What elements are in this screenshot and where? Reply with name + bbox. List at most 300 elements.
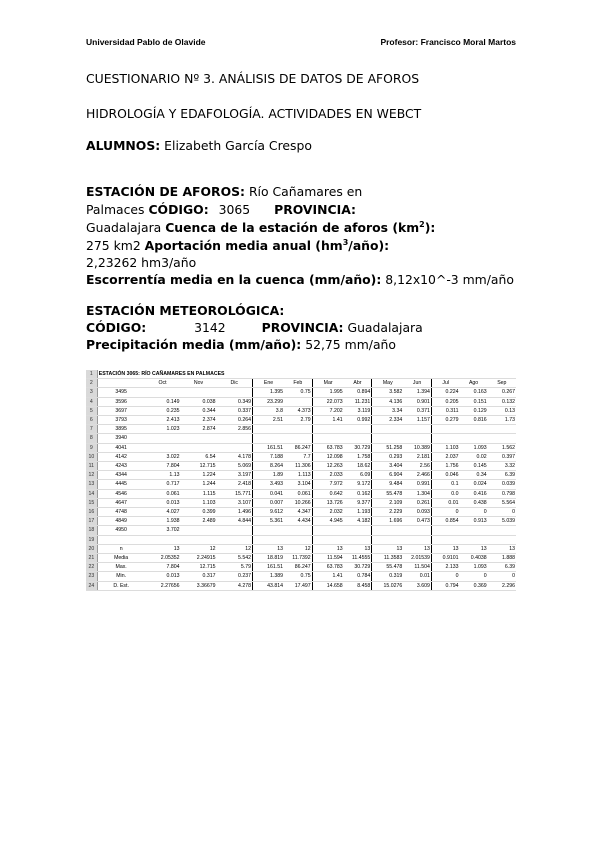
table-cell: 13.726 bbox=[312, 498, 344, 507]
flow-data-table bbox=[86, 370, 516, 591]
table-cell bbox=[344, 425, 372, 434]
table-cell bbox=[253, 434, 285, 443]
table-cell bbox=[145, 535, 181, 544]
table-cell: 13 bbox=[344, 544, 372, 553]
table-cell: 1.113 bbox=[284, 471, 312, 480]
table-cell: 3.119 bbox=[344, 406, 372, 415]
table-row bbox=[86, 480, 516, 489]
university-name: Universidad Pablo de Olavide bbox=[86, 37, 206, 47]
table-cell bbox=[460, 425, 488, 434]
gauging-station-label: ESTACIÓN DE AFOROS: bbox=[86, 184, 245, 199]
row-number: 19 bbox=[86, 535, 97, 544]
table-cell bbox=[181, 535, 217, 544]
table-cell: 5.79 bbox=[217, 563, 253, 572]
table-cell: 0.261 bbox=[403, 498, 431, 507]
row-label: 3793 bbox=[97, 416, 144, 425]
table-cell: 0.991 bbox=[403, 480, 431, 489]
row-number: 17 bbox=[86, 517, 97, 526]
table-cell: 0.717 bbox=[145, 480, 181, 489]
gauging-station-value-1: Río Cañamares en bbox=[248, 184, 363, 199]
table-cell bbox=[217, 526, 253, 535]
table-cell: 1.224 bbox=[181, 471, 217, 480]
table-cell: 0.041 bbox=[253, 489, 285, 498]
table-cell: 5.542 bbox=[217, 554, 253, 563]
table-cell bbox=[217, 388, 253, 397]
table-cell: 43.814 bbox=[253, 581, 285, 590]
table-cell: 0.093 bbox=[403, 508, 431, 517]
table-cell bbox=[460, 526, 488, 535]
table-cell: 2.874 bbox=[181, 425, 217, 434]
table-cell: 4.347 bbox=[284, 508, 312, 517]
column-header bbox=[97, 379, 144, 388]
row-label bbox=[97, 535, 144, 544]
table-cell: 0.894 bbox=[344, 388, 372, 397]
table-cell: 4.434 bbox=[284, 517, 312, 526]
column-header: Feb bbox=[284, 379, 312, 388]
table-cell: 23.299 bbox=[253, 397, 285, 406]
row-number: 15 bbox=[86, 498, 97, 507]
gauging-province-value: Guadalajara bbox=[86, 220, 162, 235]
table-cell: 30.729 bbox=[344, 443, 372, 452]
table-cell: 7.804 bbox=[145, 462, 181, 471]
table-cell bbox=[181, 526, 217, 535]
table-cell: 2.466 bbox=[403, 471, 431, 480]
table-cell: 1.938 bbox=[145, 517, 181, 526]
row-number: 18 bbox=[86, 526, 97, 535]
runoff-value: 8,12x10^-3 mm/año bbox=[385, 272, 514, 287]
row-label: 4647 bbox=[97, 498, 144, 507]
table-cell: 0.024 bbox=[460, 480, 488, 489]
table-cell: 17.497 bbox=[284, 581, 312, 590]
table-cell bbox=[284, 425, 312, 434]
column-header: May bbox=[372, 379, 404, 388]
table-cell: 0.264 bbox=[217, 416, 253, 425]
table-cell: 4.945 bbox=[312, 517, 344, 526]
table-cell: 0.224 bbox=[431, 388, 459, 397]
table-cell: 5.069 bbox=[217, 462, 253, 471]
weather-province-label: PROVINCIA: bbox=[261, 320, 344, 335]
table-cell: 1.562 bbox=[488, 443, 516, 452]
table-cell: 0.854 bbox=[431, 517, 459, 526]
row-number: 3 bbox=[86, 388, 97, 397]
table-cell: 1.41 bbox=[312, 416, 344, 425]
table-row bbox=[86, 563, 516, 572]
table-cell: 7.202 bbox=[312, 406, 344, 415]
row-number: 6 bbox=[86, 416, 97, 425]
table-cell: 55.478 bbox=[372, 489, 404, 498]
table-cell: 0.039 bbox=[488, 480, 516, 489]
table-cell: 13 bbox=[488, 544, 516, 553]
table-row bbox=[86, 397, 516, 406]
table-row bbox=[86, 581, 516, 590]
table-cell: 1.89 bbox=[253, 471, 285, 480]
table-row bbox=[86, 434, 516, 443]
table-cell bbox=[344, 434, 372, 443]
table-cell: 11.231 bbox=[344, 397, 372, 406]
row-label: Media bbox=[97, 554, 144, 563]
table-cell: 2.032 bbox=[312, 508, 344, 517]
table-cell: 2.79 bbox=[284, 416, 312, 425]
table-cell: 4.278 bbox=[217, 581, 253, 590]
basin-label: Cuenca de la estación de aforos $(km^2)$: bbox=[165, 219, 436, 235]
table-cell: 12.098 bbox=[312, 452, 344, 461]
table-cell: 0.4038 bbox=[460, 554, 488, 563]
students-label: ALUMNOS: bbox=[86, 138, 161, 153]
table-cell: 1.41 bbox=[312, 572, 344, 581]
table-cell: 7.7 bbox=[284, 452, 312, 461]
column-header: Sep bbox=[488, 379, 516, 388]
table-cell: 11.7392 bbox=[284, 554, 312, 563]
basin-value: 275 km2 bbox=[86, 238, 141, 253]
table-cell bbox=[460, 535, 488, 544]
table-cell: 0.416 bbox=[460, 489, 488, 498]
table-cell: 7.972 bbox=[312, 480, 344, 489]
table-row bbox=[86, 498, 516, 507]
table-cell bbox=[403, 434, 431, 443]
table-row bbox=[86, 462, 516, 471]
table-cell bbox=[312, 425, 344, 434]
table-cell: 86.247 bbox=[284, 563, 312, 572]
table-cell: 2.01539 bbox=[403, 554, 431, 563]
table-cell: 5.361 bbox=[253, 517, 285, 526]
table-cell: 1.13 bbox=[145, 471, 181, 480]
table-cell bbox=[372, 425, 404, 434]
table-cell: 0.34 bbox=[460, 471, 488, 480]
row-label: 4546 bbox=[97, 489, 144, 498]
table-cell: 0.371 bbox=[403, 406, 431, 415]
table-cell: 9.612 bbox=[253, 508, 285, 517]
table-cell bbox=[217, 443, 253, 452]
row-label: n bbox=[97, 544, 144, 553]
table-cell: 3.022 bbox=[145, 452, 181, 461]
table-cell: 18.62 bbox=[344, 462, 372, 471]
table-cell: 5.564 bbox=[488, 498, 516, 507]
table-cell bbox=[372, 535, 404, 544]
table-cell bbox=[488, 526, 516, 535]
table-cell: 0.293 bbox=[372, 452, 404, 461]
runoff-line bbox=[86, 272, 514, 287]
table-cell: 0.913 bbox=[460, 517, 488, 526]
table-cell: 3.104 bbox=[284, 480, 312, 489]
weather-station-label: ESTACIÓN METEOROLÓGICA: bbox=[86, 303, 285, 318]
table-cell: 8.458 bbox=[344, 581, 372, 590]
table-cell: 0.901 bbox=[403, 397, 431, 406]
table-cell bbox=[253, 526, 285, 535]
table-cell: 1.103 bbox=[431, 443, 459, 452]
table-cell bbox=[284, 526, 312, 535]
contribution-label: Aportación media anual $(hm^3/año)$: bbox=[144, 237, 390, 253]
table-cell: 2.133 bbox=[431, 563, 459, 572]
table-cell: 15.771 bbox=[217, 489, 253, 498]
table-cell bbox=[403, 526, 431, 535]
table-cell: 6.09 bbox=[344, 471, 372, 480]
table-cell: 0.162 bbox=[344, 489, 372, 498]
table-cell: 0.344 bbox=[181, 406, 217, 415]
column-header: Mar bbox=[312, 379, 344, 388]
table-cell: 12 bbox=[181, 544, 217, 553]
table-cell: 1.394 bbox=[403, 388, 431, 397]
table-cell: 1.115 bbox=[181, 489, 217, 498]
table-cell: 3.107 bbox=[217, 498, 253, 507]
students-value: Elizabeth García Crespo bbox=[164, 138, 312, 153]
table-cell: 6.54 bbox=[181, 452, 217, 461]
table-cell: 0.061 bbox=[145, 489, 181, 498]
table-cell bbox=[403, 535, 431, 544]
row-number: 9 bbox=[86, 443, 97, 452]
table-cell: 12.715 bbox=[181, 563, 217, 572]
table-cell bbox=[284, 434, 312, 443]
column-header: Jul bbox=[431, 379, 459, 388]
table-cell: 4.136 bbox=[372, 397, 404, 406]
table-cell: 7.804 bbox=[145, 563, 181, 572]
weather-code-value: 3142 bbox=[194, 320, 226, 335]
table-cell: 0.01 bbox=[431, 498, 459, 507]
row-number: 7 bbox=[86, 425, 97, 434]
table-cell: 0.149 bbox=[145, 397, 181, 406]
table-cell: 1.395 bbox=[253, 388, 285, 397]
table-row bbox=[86, 489, 516, 498]
table-cell: 2.334 bbox=[372, 416, 404, 425]
table-cell: 0.038 bbox=[181, 397, 217, 406]
table-cell: 2.05352 bbox=[145, 554, 181, 563]
precipitation-value: 52,75 mm/año bbox=[305, 337, 396, 352]
table-cell: 3.32 bbox=[488, 462, 516, 471]
table-cell: 13 bbox=[403, 544, 431, 553]
table-cell: 2.418 bbox=[217, 480, 253, 489]
table-cell bbox=[372, 434, 404, 443]
table-cell: 86.247 bbox=[284, 443, 312, 452]
column-header: Oct bbox=[145, 379, 181, 388]
table-cell: 1.304 bbox=[403, 489, 431, 498]
table-cell: 0.007 bbox=[253, 498, 285, 507]
column-header: Abr bbox=[344, 379, 372, 388]
table-cell: 18.819 bbox=[253, 554, 285, 563]
table-cell bbox=[284, 397, 312, 406]
table-cell: 1.496 bbox=[217, 508, 253, 517]
table-cell: 55.478 bbox=[372, 563, 404, 572]
row-label: 4748 bbox=[97, 508, 144, 517]
gauging-station-line bbox=[86, 184, 362, 199]
table-cell: 0.369 bbox=[460, 581, 488, 590]
table-cell: 9.377 bbox=[344, 498, 372, 507]
table-cell: 0.794 bbox=[431, 581, 459, 590]
table-row bbox=[86, 572, 516, 581]
table-title: ESTACIÓN 3065: RÍO CAÑAMARES EN PALMACES bbox=[97, 370, 516, 379]
table-cell bbox=[460, 434, 488, 443]
table-cell bbox=[431, 526, 459, 535]
table-cell: 14.658 bbox=[312, 581, 344, 590]
gauging-code-value: 3065 bbox=[218, 202, 251, 217]
table-cell: 12 bbox=[217, 544, 253, 553]
table-cell: 0.311 bbox=[431, 406, 459, 415]
table-cell: 5.039 bbox=[488, 517, 516, 526]
row-label: 3495 bbox=[97, 388, 144, 397]
row-label: Min. bbox=[97, 572, 144, 581]
row-label: 3697 bbox=[97, 406, 144, 415]
gauging-code-label: CÓDIGO: bbox=[148, 202, 209, 217]
table-cell: 11.4555 bbox=[344, 554, 372, 563]
table-cell: 0.75 bbox=[284, 388, 312, 397]
table-cell bbox=[284, 535, 312, 544]
table-cell bbox=[181, 434, 217, 443]
table-row bbox=[86, 425, 516, 434]
weather-code-label: CÓDIGO: bbox=[86, 320, 147, 335]
table-cell: 0.798 bbox=[488, 489, 516, 498]
table-cell: 13 bbox=[253, 544, 285, 553]
table-cell: 4.373 bbox=[284, 406, 312, 415]
professor-name: Profesor: Francisco Moral Martos bbox=[380, 37, 516, 47]
table-cell bbox=[145, 434, 181, 443]
row-label: 3596 bbox=[97, 397, 144, 406]
table-cell: 30.729 bbox=[344, 563, 372, 572]
table-cell: 13 bbox=[460, 544, 488, 553]
table-cell: 0.0 bbox=[431, 489, 459, 498]
table-cell: 0.319 bbox=[372, 572, 404, 581]
table-cell: 2.413 bbox=[145, 416, 181, 425]
table-cell bbox=[431, 535, 459, 544]
table-row bbox=[86, 471, 516, 480]
table-cell: 2.181 bbox=[403, 452, 431, 461]
table-cell: 4.027 bbox=[145, 508, 181, 517]
table-cell: 10.389 bbox=[403, 443, 431, 452]
table-row bbox=[86, 554, 516, 563]
table-cell: 0.816 bbox=[460, 416, 488, 425]
table-cell: 1.758 bbox=[344, 452, 372, 461]
table-cell: 2.229 bbox=[372, 508, 404, 517]
table-row bbox=[86, 416, 516, 425]
table-cell: 13 bbox=[431, 544, 459, 553]
table-cell: 0 bbox=[431, 508, 459, 517]
table-cell: 63.783 bbox=[312, 443, 344, 452]
table-cell: 6.904 bbox=[372, 471, 404, 480]
precipitation-label: Precipitación media (mm/año): bbox=[86, 337, 302, 352]
table-cell: 0.145 bbox=[460, 462, 488, 471]
table-cell: 6.39 bbox=[488, 471, 516, 480]
table-cell: 161.51 bbox=[253, 563, 285, 572]
row-number: 11 bbox=[86, 462, 97, 471]
table-cell: 2.27656 bbox=[145, 581, 181, 590]
table-cell: 1.756 bbox=[431, 462, 459, 471]
column-header: Ago bbox=[460, 379, 488, 388]
row-label: 4041 bbox=[97, 443, 144, 452]
table-cell: 1.093 bbox=[460, 443, 488, 452]
table-cell: 15.0276 bbox=[372, 581, 404, 590]
row-number: 1 bbox=[86, 370, 97, 379]
table-cell: 1.157 bbox=[403, 416, 431, 425]
table-cell: 2.56 bbox=[403, 462, 431, 471]
table-cell: 11.594 bbox=[312, 554, 344, 563]
table-cell: 1.995 bbox=[312, 388, 344, 397]
table-cell bbox=[181, 388, 217, 397]
table-cell: 0.013 bbox=[145, 498, 181, 507]
table-cell bbox=[312, 526, 344, 535]
row-label: 3895 bbox=[97, 425, 144, 434]
table-cell: 3.702 bbox=[145, 526, 181, 535]
table-cell: 0.267 bbox=[488, 388, 516, 397]
table-cell bbox=[253, 535, 285, 544]
table-cell: 0.237 bbox=[217, 572, 253, 581]
column-header: Dic bbox=[217, 379, 253, 388]
table-cell: 3.36679 bbox=[181, 581, 217, 590]
table-cell: 2.489 bbox=[181, 517, 217, 526]
table-cell bbox=[344, 526, 372, 535]
table-cell: 0.02 bbox=[460, 452, 488, 461]
table-cell: 161.51 bbox=[253, 443, 285, 452]
table-cell bbox=[181, 443, 217, 452]
questionnaire-title: CUESTIONARIO Nº 3. ANÁLISIS DE DATOS DE AFOROS bbox=[86, 71, 420, 86]
row-label: 4849 bbox=[97, 517, 144, 526]
table-row bbox=[86, 452, 516, 461]
weather-code-line bbox=[86, 320, 423, 335]
table-cell: 2.51 bbox=[253, 416, 285, 425]
table-cell: 3.197 bbox=[217, 471, 253, 480]
basin-line bbox=[86, 220, 435, 235]
table-row bbox=[86, 406, 516, 415]
table-cell: 0.046 bbox=[431, 471, 459, 480]
table-cell: 0.061 bbox=[284, 489, 312, 498]
table-cell: 0.75 bbox=[284, 572, 312, 581]
table-cell: 12 bbox=[284, 544, 312, 553]
table-cell bbox=[431, 425, 459, 434]
table-cell bbox=[372, 526, 404, 535]
table-cell: 0.1 bbox=[431, 480, 459, 489]
table-cell: 2.296 bbox=[488, 581, 516, 590]
table-cell: 1.888 bbox=[488, 554, 516, 563]
gauging-code-line bbox=[86, 202, 356, 217]
table-title-row bbox=[86, 370, 516, 379]
table-cell bbox=[145, 388, 181, 397]
table-row bbox=[86, 388, 516, 397]
row-number: 5 bbox=[86, 406, 97, 415]
table-cell: 0 bbox=[431, 572, 459, 581]
row-number: 2 bbox=[86, 379, 97, 388]
row-number: 4 bbox=[86, 397, 97, 406]
table-cell bbox=[344, 535, 372, 544]
row-label: 4445 bbox=[97, 480, 144, 489]
column-header: Nov bbox=[181, 379, 217, 388]
table-cell: 0.397 bbox=[488, 452, 516, 461]
row-number: 24 bbox=[86, 581, 97, 590]
table-cell: 1.73 bbox=[488, 416, 516, 425]
table-cell: 1.389 bbox=[253, 572, 285, 581]
table-row bbox=[86, 526, 516, 535]
table-cell: 0.784 bbox=[344, 572, 372, 581]
row-label: 4344 bbox=[97, 471, 144, 480]
table-cell bbox=[312, 535, 344, 544]
row-number: 22 bbox=[86, 563, 97, 572]
table-cell: 10.266 bbox=[284, 498, 312, 507]
table-cell: 4.182 bbox=[344, 517, 372, 526]
row-label: Max. bbox=[97, 563, 144, 572]
table-cell: 2.24915 bbox=[181, 554, 217, 563]
table-cell: 0 bbox=[488, 572, 516, 581]
row-number: 10 bbox=[86, 452, 97, 461]
table-cell bbox=[488, 535, 516, 544]
row-number: 16 bbox=[86, 508, 97, 517]
table-cell bbox=[488, 434, 516, 443]
table-cell: 1.103 bbox=[181, 498, 217, 507]
table-cell: 12.715 bbox=[181, 462, 217, 471]
table-cell: 11.3583 bbox=[372, 554, 404, 563]
table-cell: 0.205 bbox=[431, 397, 459, 406]
row-number: 23 bbox=[86, 572, 97, 581]
row-number: 8 bbox=[86, 434, 97, 443]
table-cell: 0.337 bbox=[217, 406, 253, 415]
students-line bbox=[86, 138, 312, 153]
table-cell: 1.023 bbox=[145, 425, 181, 434]
table-cell bbox=[403, 425, 431, 434]
table-cell: 2.033 bbox=[312, 471, 344, 480]
